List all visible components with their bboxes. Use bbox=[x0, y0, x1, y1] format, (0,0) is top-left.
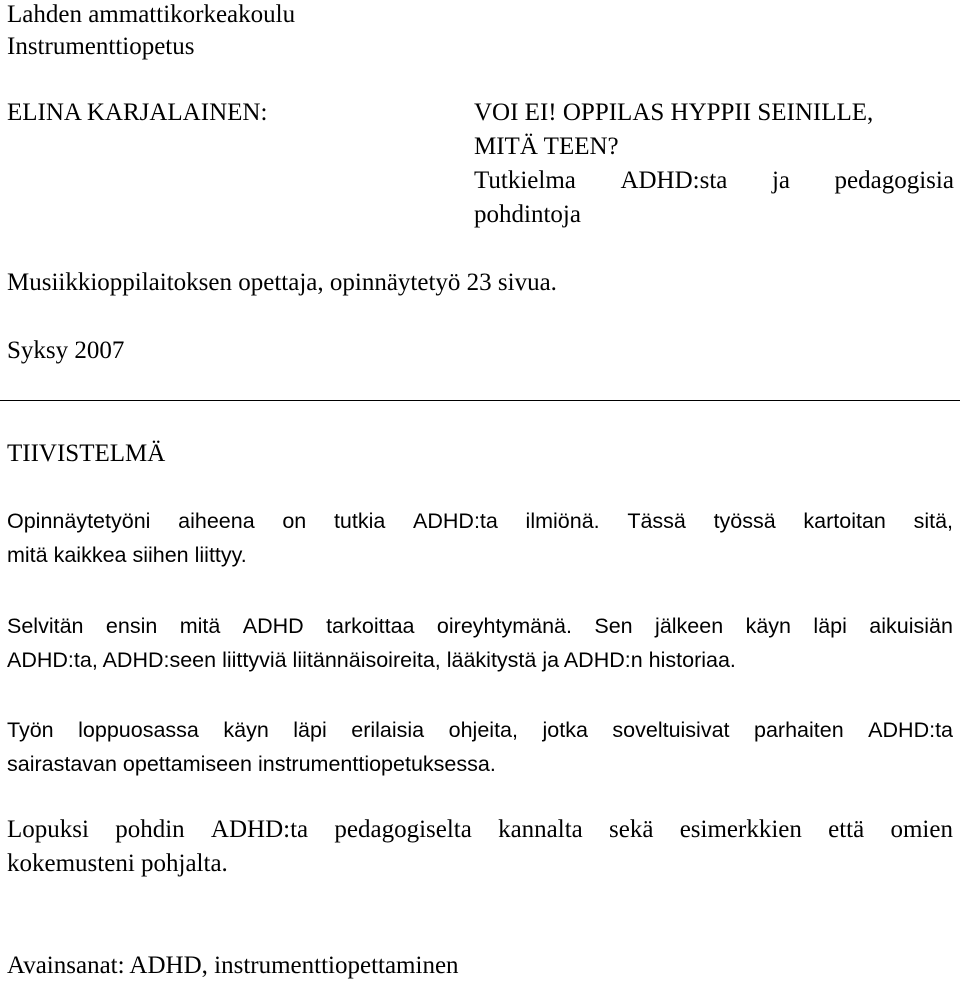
program-info: Musiikkioppilaitoksen opettaja, opinnäytetyö 23 sivua. bbox=[7, 269, 557, 296]
paragraph-line bbox=[7, 813, 953, 847]
word: Sen bbox=[594, 614, 633, 638]
subtitle-word: ja bbox=[771, 167, 790, 194]
word: Tässä bbox=[627, 509, 686, 533]
title-line-2: MITÄ TEEN? bbox=[474, 133, 619, 160]
paragraph-line: kokemusteni pohjalta. bbox=[7, 850, 228, 877]
word: läpi bbox=[813, 614, 847, 638]
paragraph-line: sairastavan opettamiseen instrumenttiopetuksessa. bbox=[7, 752, 496, 776]
paragraph-line bbox=[7, 504, 953, 538]
word: jotka bbox=[542, 718, 588, 742]
abstract-heading: TIIVISTELMÄ bbox=[7, 440, 166, 467]
word: Opinnäytetyöni bbox=[7, 509, 151, 533]
word: Selvitän bbox=[7, 614, 84, 638]
word: työssä bbox=[713, 509, 776, 533]
word: ADHD:ta bbox=[413, 509, 498, 533]
divider-line bbox=[0, 400, 960, 401]
author-name: ELINA KARJALAINEN: bbox=[7, 99, 268, 126]
word: Lopuksi bbox=[7, 816, 89, 843]
word: että bbox=[828, 816, 865, 843]
paragraph-line bbox=[7, 609, 953, 643]
subtitle-word: Tutkielma bbox=[474, 167, 576, 194]
abstract-paragraph-2 bbox=[7, 609, 953, 677]
subtitle-word: ADHD:sta bbox=[620, 167, 728, 194]
word: tarkoittaa bbox=[326, 614, 415, 638]
word: ADHD:ta bbox=[210, 816, 309, 843]
word: pohdin bbox=[115, 816, 185, 843]
subtitle-line-1 bbox=[474, 164, 954, 198]
word: läpi bbox=[293, 718, 327, 742]
word: Työn bbox=[7, 718, 54, 742]
word: käyn bbox=[223, 718, 269, 742]
word: kartoitan bbox=[803, 509, 886, 533]
word: aiheena bbox=[178, 509, 255, 533]
word: oireyhtymänä. bbox=[436, 614, 572, 638]
title-line-1: VOI EI! OPPILAS HYPPII SEINILLE, bbox=[474, 99, 874, 126]
word: parhaiten bbox=[754, 718, 844, 742]
word: sekä bbox=[609, 816, 654, 843]
word: esimerkkien bbox=[679, 816, 802, 843]
abstract-paragraph-1 bbox=[7, 504, 953, 572]
word: ADHD:ta bbox=[868, 718, 953, 742]
department-name: Instrumenttiopetus bbox=[7, 33, 195, 60]
keywords: Avainsanat: ADHD, instrumenttiopettaminen bbox=[7, 952, 459, 979]
word: ilmiönä. bbox=[525, 509, 600, 533]
word: kannalta bbox=[498, 816, 583, 843]
word: sitä, bbox=[913, 509, 953, 533]
word: loppuosassa bbox=[78, 718, 199, 742]
word: omien bbox=[890, 816, 953, 843]
subtitle-line-2: pohdintoja bbox=[474, 201, 581, 228]
paragraph-line: mitä kaikkea siihen liittyy. bbox=[7, 543, 247, 567]
word: tutkia bbox=[333, 509, 386, 533]
subtitle-word: pedagogisia bbox=[834, 167, 954, 194]
abstract-paragraph-4 bbox=[7, 813, 953, 881]
word: jälkeen bbox=[655, 614, 724, 638]
word: ensin bbox=[105, 614, 158, 638]
thesis-title bbox=[474, 96, 954, 232]
word: soveltuisivat bbox=[612, 718, 730, 742]
term-info: Syksy 2007 bbox=[7, 337, 125, 364]
abstract-paragraph-3 bbox=[7, 713, 953, 781]
word: ADHD bbox=[242, 614, 304, 638]
word: erilaisia bbox=[351, 718, 425, 742]
word: on bbox=[282, 509, 307, 533]
word: käyn bbox=[745, 614, 792, 638]
word: aikuisiän bbox=[869, 614, 953, 638]
word: ohjeita, bbox=[448, 718, 518, 742]
paragraph-line: ADHD:ta, ADHD:seen liittyviä liitännäisoireita, lääkitystä ja ADHD:n historiaa. bbox=[7, 648, 736, 672]
institution-name: Lahden ammattikorkeakoulu bbox=[7, 1, 296, 28]
paragraph-line bbox=[7, 713, 953, 747]
word: mitä bbox=[179, 614, 221, 638]
word: pedagogiselta bbox=[334, 816, 472, 843]
